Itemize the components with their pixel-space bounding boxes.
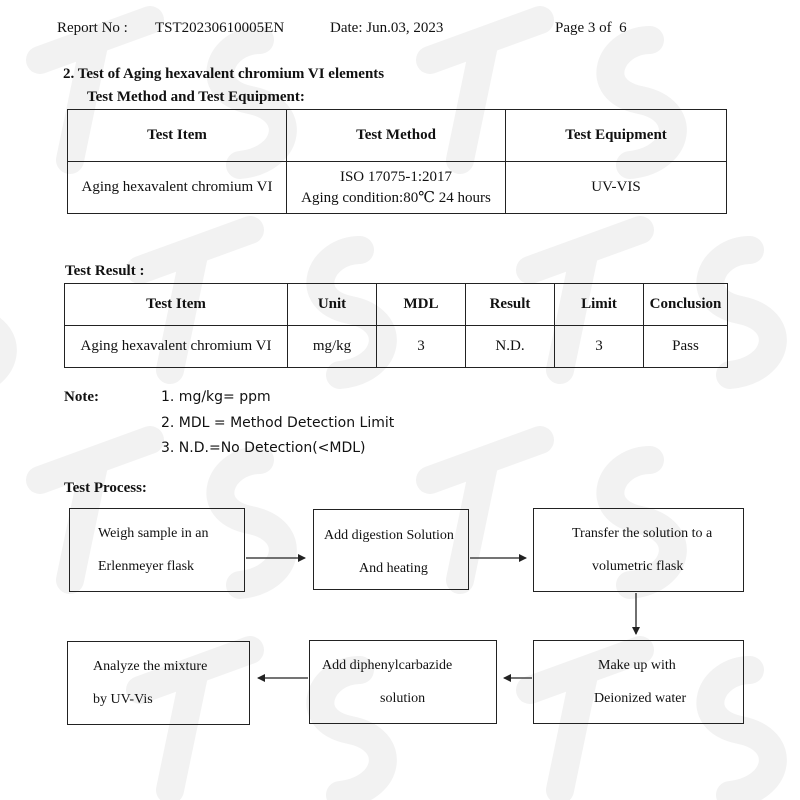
process-title: Test Process:	[64, 480, 147, 496]
note-item-1: 1. mg/kg= ppm	[161, 389, 271, 405]
result-cell-conclusion: Pass	[644, 326, 728, 368]
result-header-unit: Unit	[288, 284, 377, 326]
step-1-line1: Weigh sample in an	[98, 526, 209, 541]
step-3-line1: Transfer the solution to a	[572, 526, 713, 541]
report-date: Date: Jun.03, 2023	[330, 20, 444, 36]
method-header-equipment: Test Equipment	[506, 110, 727, 162]
result-cell-unit: mg/kg	[288, 326, 377, 368]
method-header-item: Test Item	[68, 110, 287, 162]
method-cell-line2: Aging condition:80℃ 24 hours	[301, 189, 491, 206]
step-6-line1: Analyze the mixture	[93, 659, 208, 674]
result-header-item: Test Item	[65, 284, 288, 326]
result-header-conclusion: Conclusion	[644, 284, 728, 326]
result-header-mdl: MDL	[377, 284, 466, 326]
result-header-result: Result	[466, 284, 555, 326]
step-2-line1: Add digestion Solution	[324, 528, 454, 543]
result-title: Test Result :	[65, 263, 145, 279]
method-header-method: Test Method	[287, 110, 506, 162]
result-cell-result: N.D.	[466, 326, 555, 368]
note-item-2: 2. MDL = Method Detection Limit	[161, 415, 395, 431]
method-cell-item: Aging hexavalent chromium VI	[68, 162, 287, 214]
step-2-line2: And heating	[359, 561, 428, 576]
step-1-line2: Erlenmeyer flask	[98, 559, 195, 574]
note-item-3: 3. N.D.=No Detection(<MDL)	[161, 440, 366, 456]
result-cell-limit: 3	[555, 326, 644, 368]
method-subtitle: Test Method and Test Equipment:	[87, 89, 305, 105]
report-no-value: TST20230610005EN	[155, 20, 285, 36]
step-3-line2: volumetric flask	[592, 559, 684, 574]
step-5-line2: solution	[380, 691, 426, 706]
page-total: 6	[619, 20, 627, 36]
step-4-line2: Deionized water	[594, 691, 687, 706]
result-cell-item: Aging hexavalent chromium VI	[65, 326, 288, 368]
note-label: Note:	[64, 389, 99, 405]
report-no-label: Report No :	[57, 20, 128, 36]
method-cell-line1: ISO 17075-1:2017	[339, 168, 453, 185]
page-label: Page 3 of	[555, 20, 612, 36]
step-5-line1: Add diphenylcarbazide	[322, 658, 453, 673]
result-header-limit: Limit	[555, 284, 644, 326]
method-cell-equipment: UV-VIS	[506, 162, 727, 214]
result-cell-mdl: 3	[377, 326, 466, 368]
step-4-line1: Make up with	[598, 658, 676, 673]
section-title: 2. Test of Aging hexavalent chromium VI elements	[63, 66, 385, 82]
step-6-line2: by UV-Vis	[93, 692, 153, 707]
